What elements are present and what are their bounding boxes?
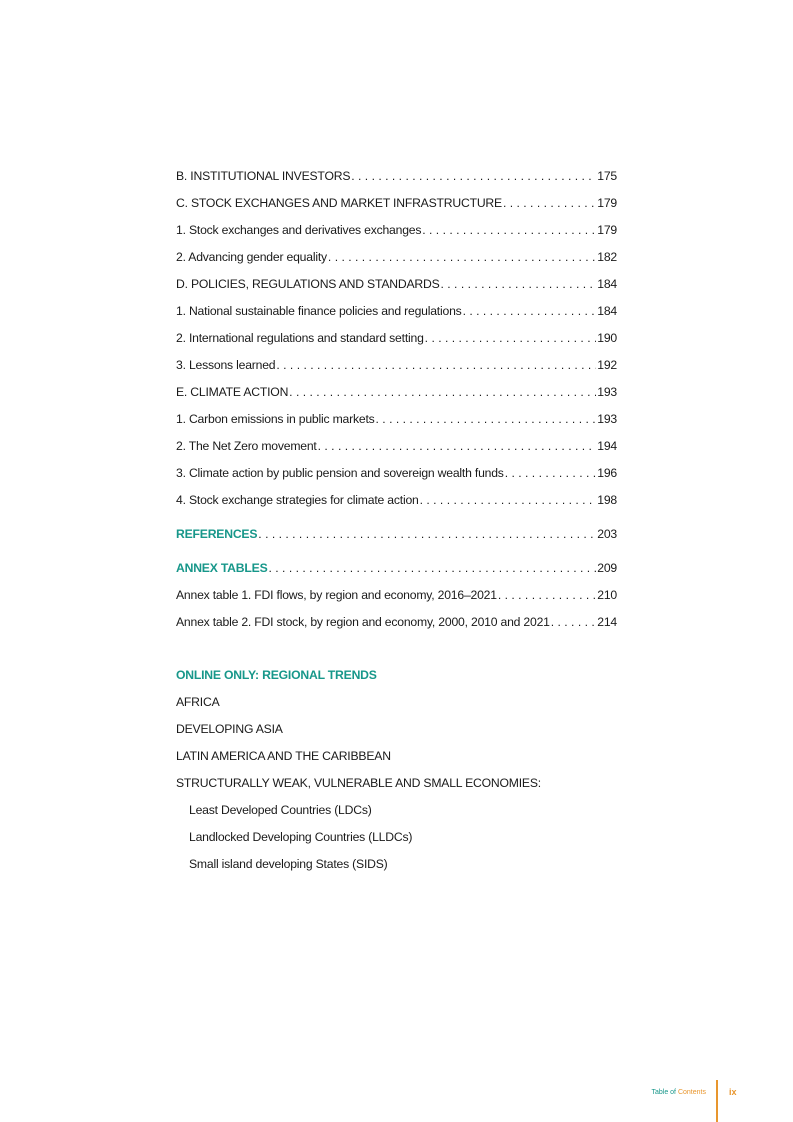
table-of-contents — [176, 163, 617, 878]
dot-leader — [269, 555, 597, 582]
footer-section-label — [651, 1088, 706, 1098]
toc-entry-label: 1. National sustainable finance policies and regulations — [176, 304, 462, 318]
toc-entry-policies-regulations[interactable] — [176, 271, 617, 298]
toc-entry-carbon-emissions[interactable] — [176, 406, 617, 433]
spacer — [176, 514, 617, 521]
toc-entry-page: 194 — [597, 439, 617, 453]
dot-leader — [420, 487, 597, 514]
toc-entry-label: E. CLIMATE ACTION — [176, 385, 289, 399]
spacer — [176, 636, 617, 662]
dot-leader — [376, 406, 597, 433]
toc-entry-page: 209 — [597, 561, 617, 575]
page-number: ix — [729, 1087, 737, 1097]
toc-entry-page: 203 — [597, 527, 617, 541]
toc-entry-page: 193 — [597, 385, 617, 399]
toc-entry-exchange-strategies[interactable] — [176, 487, 617, 514]
toc-entry-pension-funds[interactable] — [176, 460, 617, 487]
toc-entry-annex-table-1[interactable] — [176, 582, 617, 609]
online-item-africa[interactable]: AFRICA — [176, 695, 220, 709]
dot-leader — [551, 609, 597, 636]
toc-entry-gender-equality[interactable] — [176, 244, 617, 271]
dot-leader — [503, 190, 596, 217]
toc-entry-derivatives-exchanges[interactable] — [176, 217, 617, 244]
online-subitem-sids[interactable]: Small island developing States (SIDS) — [189, 857, 388, 871]
toc-entry-page: 198 — [597, 493, 617, 507]
toc-entry-label: B. INSTITUTIONAL INVESTORS — [176, 169, 351, 183]
toc-entry-page: 190 — [597, 331, 617, 345]
toc-entry-label: Annex table 1. FDI flows, by region and economy, 2016–2021 — [176, 588, 497, 602]
toc-entry-label: REFERENCES — [176, 527, 258, 541]
toc-entry-label: 2. Advancing gender equality — [176, 250, 327, 264]
online-item-developing-asia[interactable]: DEVELOPING ASIA — [176, 722, 283, 736]
toc-entry-label: ANNEX TABLES — [176, 561, 268, 575]
dot-leader — [422, 217, 596, 244]
toc-entry-label: 1. Stock exchanges and derivatives exchanges — [176, 223, 422, 237]
toc-entry-lessons-learned[interactable] — [176, 352, 617, 379]
toc-entry-page: 175 — [597, 169, 617, 183]
toc-entry-stock-exchanges[interactable] — [176, 190, 617, 217]
toc-entry-page: 210 — [597, 588, 617, 602]
footer-label-part-1: Table of — [651, 1089, 677, 1096]
toc-entry-page: 179 — [597, 223, 617, 237]
dot-leader — [328, 244, 596, 271]
dot-leader — [351, 163, 596, 190]
dot-leader — [258, 521, 596, 548]
toc-entry-annex-table-2[interactable] — [176, 609, 617, 636]
toc-entry-label: 3. Lessons learned — [176, 358, 276, 372]
toc-entry-label: 2. International regulations and standard setting — [176, 331, 424, 345]
footer-divider — [716, 1080, 718, 1122]
toc-section-list — [176, 163, 617, 514]
toc-entry-page: 182 — [597, 250, 617, 264]
toc-entry-page: 193 — [597, 412, 617, 426]
online-only-heading: ONLINE ONLY: REGIONAL TRENDS — [176, 668, 377, 682]
toc-entry-national-policies[interactable] — [176, 298, 617, 325]
toc-entry-label: D. POLICIES, REGULATIONS AND STANDARDS — [176, 277, 440, 291]
toc-entry-page: 179 — [597, 196, 617, 210]
toc-entry-label: 2. The Net Zero movement — [176, 439, 317, 453]
dot-leader — [441, 271, 597, 298]
toc-entry-label: Annex table 2. FDI stock, by region and economy, 2000, 2010 and 2021 — [176, 615, 550, 629]
toc-entry-label: 1. Carbon emissions in public markets — [176, 412, 375, 426]
toc-entry-climate-action[interactable] — [176, 379, 617, 406]
toc-entry-annex-tables[interactable] — [176, 555, 617, 582]
toc-entry-label: 3. Climate action by public pension and sovereign wealth funds — [176, 466, 504, 480]
toc-entry-page: 184 — [597, 277, 617, 291]
toc-entry-label: C. STOCK EXCHANGES AND MARKET INFRASTRUCTURE — [176, 196, 502, 210]
online-subitem-ldcs[interactable]: Least Developed Countries (LDCs) — [189, 803, 372, 817]
toc-entry-page: 192 — [597, 358, 617, 372]
toc-entry-net-zero[interactable] — [176, 433, 617, 460]
toc-entry-page: 196 — [597, 466, 617, 480]
dot-leader — [463, 298, 597, 325]
toc-entry-international-regulations[interactable] — [176, 325, 617, 352]
spacer — [176, 548, 617, 555]
dot-leader — [425, 325, 597, 352]
dot-leader — [498, 582, 596, 609]
footer-label-part-2: Contents — [677, 1089, 706, 1096]
toc-entry-label: 4. Stock exchange strategies for climate action — [176, 493, 419, 507]
toc-entry-institutional-investors[interactable] — [176, 163, 617, 190]
toc-entry-page: 214 — [597, 615, 617, 629]
toc-entry-page: 184 — [597, 304, 617, 318]
dot-leader — [505, 460, 597, 487]
dot-leader — [289, 379, 596, 406]
online-subitem-lldcs[interactable]: Landlocked Developing Countries (LLDCs) — [189, 830, 413, 844]
online-item-structurally-weak[interactable]: STRUCTURALLY WEAK, VULNERABLE AND SMALL ECONOMIES: — [176, 776, 541, 790]
dot-leader — [318, 433, 597, 460]
online-item-latin-america[interactable]: LATIN AMERICA AND THE CARIBBEAN — [176, 749, 391, 763]
dot-leader — [276, 352, 596, 379]
toc-entry-references[interactable] — [176, 521, 617, 548]
